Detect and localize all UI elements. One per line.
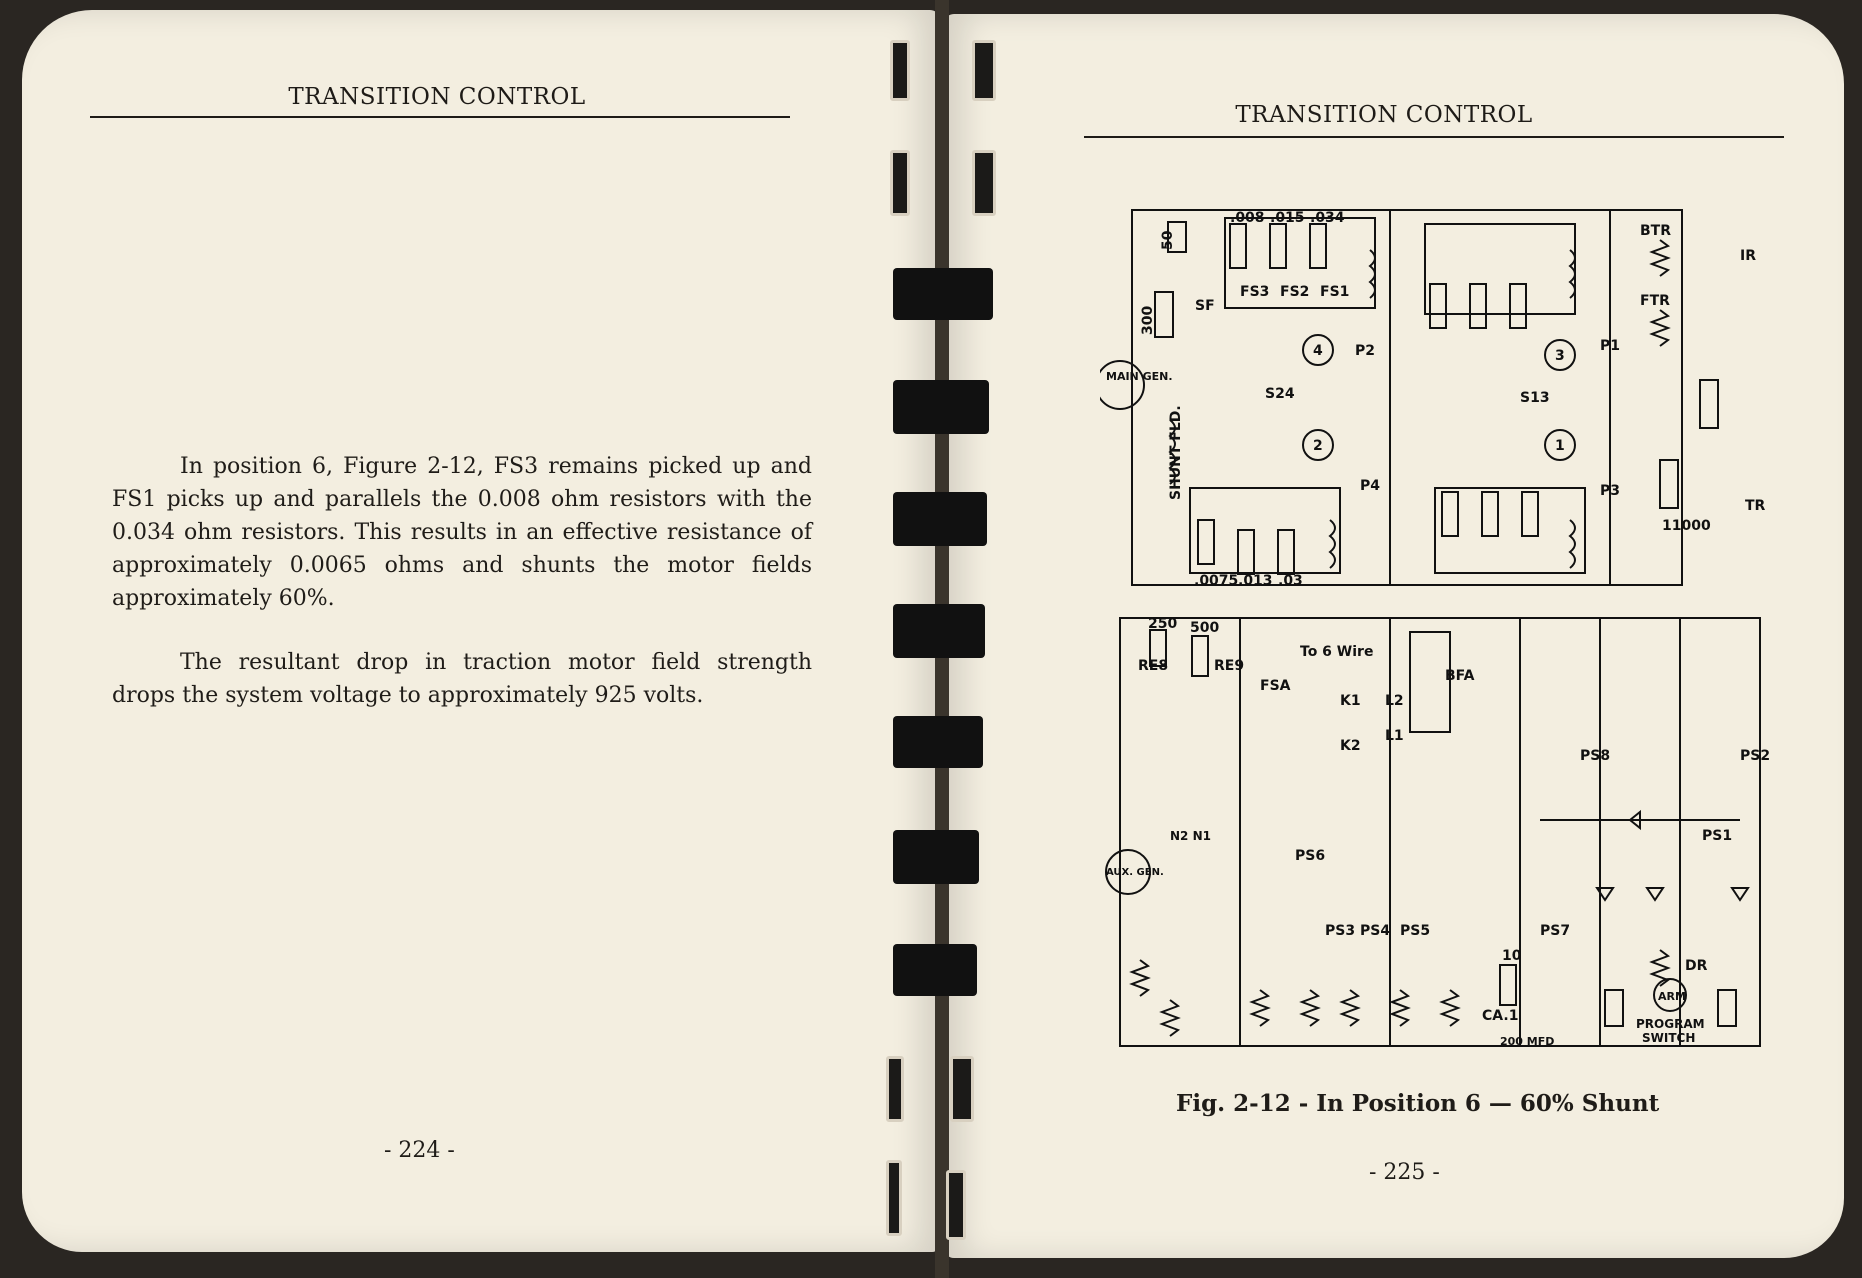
label-motor-2: 2: [1313, 438, 1323, 454]
label-ps2: PS2: [1740, 748, 1771, 764]
binding-slot: [972, 150, 996, 216]
label-l2: L2: [1385, 693, 1404, 709]
label-re8: RE8: [1138, 658, 1169, 674]
label-main-gen: MAIN GEN.: [1106, 370, 1173, 383]
label-bfa: BFA: [1445, 668, 1475, 684]
label-ftr: FTR: [1640, 293, 1670, 309]
label-sf: SF: [1195, 298, 1215, 314]
label-r03: .03: [1278, 573, 1303, 589]
label-ps8: PS8: [1580, 748, 1611, 764]
binding-slot: [972, 40, 996, 101]
label-ps1: PS1: [1702, 828, 1733, 844]
label-to-6-wire: To 6 Wire: [1300, 644, 1374, 660]
left-page-number: - 224 -: [384, 1138, 455, 1163]
label-cap10: 10: [1502, 948, 1522, 964]
label-arm: ARM: [1658, 990, 1686, 1003]
label-r015: .015: [1270, 210, 1305, 226]
binding-slot: [890, 40, 910, 101]
label-fs2: FS2: [1280, 284, 1310, 300]
binding-ring: [893, 380, 989, 434]
label-k2: K2: [1340, 738, 1361, 754]
label-p1: P1: [1600, 338, 1621, 354]
right-header-rule: [1084, 136, 1784, 138]
label-switch: SWITCH: [1642, 1031, 1696, 1045]
label-r0075: .0075: [1194, 573, 1239, 589]
label-n2n1: N2 N1: [1170, 829, 1211, 843]
binding-ring: [893, 492, 987, 546]
label-shunt-fld: SHUNT FLD.: [1168, 405, 1184, 500]
label-fsa: FSA: [1260, 678, 1291, 694]
right-page-header: TRANSITION CONTROL: [1235, 102, 1533, 128]
binding-slot: [950, 1056, 974, 1122]
binding-ring: [893, 716, 983, 768]
label-k1: K1: [1340, 693, 1361, 709]
label-ps6: PS6: [1295, 848, 1326, 864]
label-ps3: PS3: [1325, 923, 1356, 939]
label-btr: BTR: [1640, 223, 1672, 239]
label-s24: S24: [1265, 386, 1295, 402]
label-r500: 500: [1190, 620, 1220, 636]
schematic-diagram: [1100, 200, 1800, 1080]
label-r008: .008: [1230, 210, 1265, 226]
label-r250: 250: [1148, 616, 1178, 632]
binding-slot: [946, 1170, 966, 1240]
label-fs3: FS3: [1240, 284, 1270, 300]
left-page: [22, 10, 940, 1252]
label-ps4: PS4: [1360, 923, 1391, 939]
label-aux-gen: AUX. GEN.: [1106, 867, 1164, 878]
figure-caption: Fig. 2-12 - In Position 6 — 60% Shunt: [1176, 1090, 1660, 1117]
binding-slot: [886, 1160, 902, 1236]
binding-ring: [893, 604, 985, 658]
left-header-rule: [90, 116, 790, 118]
label-p2: P2: [1355, 343, 1376, 359]
label-p4: P4: [1360, 478, 1381, 494]
label-ps7: PS7: [1540, 923, 1571, 939]
left-page-header: TRANSITION CONTROL: [288, 84, 586, 110]
binding-ring: [893, 944, 977, 996]
label-motor-1: 1: [1555, 438, 1565, 454]
label-r013: .013: [1238, 573, 1273, 589]
label-ca1: CA.1: [1482, 1008, 1519, 1024]
label-fs1: FS1: [1320, 284, 1350, 300]
binding-slot: [886, 1056, 904, 1122]
label-motor-4: 4: [1313, 343, 1323, 359]
label-r300: 300: [1140, 305, 1156, 335]
binding-ring: [893, 830, 979, 884]
label-dr: DR: [1685, 958, 1708, 974]
binding-ring: [893, 268, 993, 320]
label-ps5: PS5: [1400, 923, 1431, 939]
paragraph-2: The resultant drop in traction motor field strength drops the system voltage to approximately 925 volts.: [112, 650, 812, 708]
label-re9: RE9: [1214, 658, 1245, 674]
label-s13: S13: [1520, 390, 1550, 406]
paragraph-1: In position 6, Figure 2-12, FS3 remains picked up and FS1 picks up and parallels the 0.008 ohm resistors with the 0.034 ohm resistors. This results in an effective resistance of approximately 0.0065 ohms and shunts the motor fields approximately 60%.: [112, 454, 812, 611]
binding-slot: [890, 150, 910, 216]
label-motor-3: 3: [1555, 348, 1565, 364]
label-p3: P3: [1600, 483, 1621, 499]
label-r11000: 11000: [1662, 518, 1711, 534]
label-tr: TR: [1745, 498, 1766, 514]
label-program: PROGRAM: [1636, 1017, 1705, 1031]
label-l1: L1: [1385, 728, 1404, 744]
label-ir: IR: [1740, 248, 1756, 264]
label-r50: 50: [1160, 230, 1176, 250]
label-200mfd: 200 MFD: [1500, 1035, 1555, 1048]
right-page-number: - 225 -: [1369, 1160, 1440, 1185]
label-r034: .034: [1310, 210, 1345, 226]
